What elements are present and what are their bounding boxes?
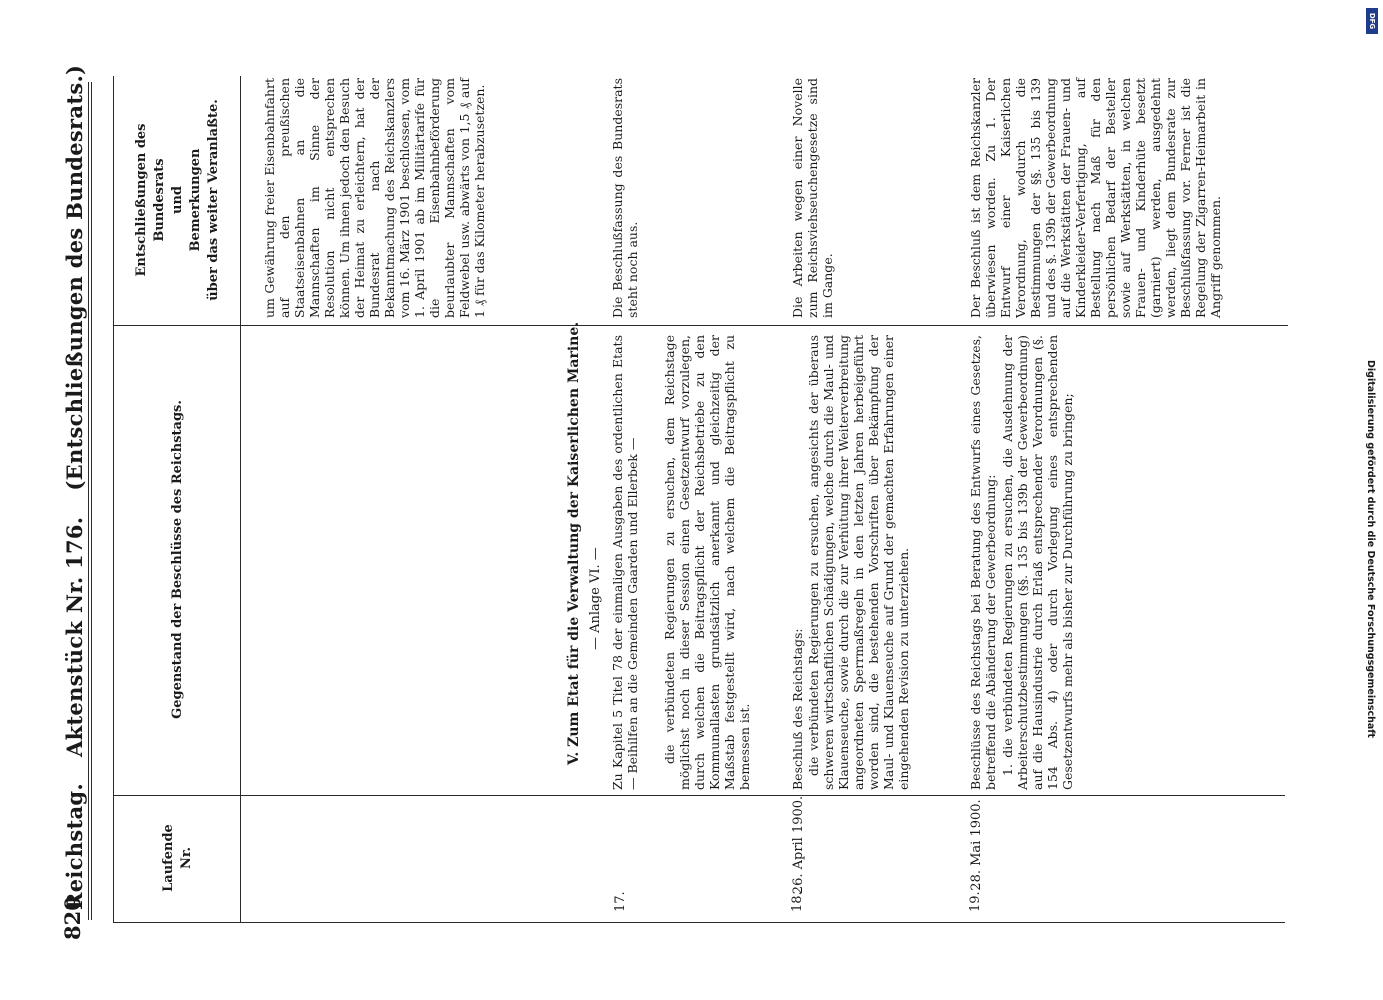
section-anlage: — Anlage VI. — — [588, 547, 603, 650]
header-gegenstand — [118, 327, 238, 792]
column-divider — [240, 795, 1285, 796]
header-laufende-nr-text: Laufende Nr. — [161, 824, 194, 892]
header-gegenstand-text: Gegenstand der Beschlüsse des Reichstags. — [170, 400, 185, 719]
page-header — [58, 50, 90, 910]
continued-remark: um Gewährung freier Eisenbahnfahrt auf den preußischen Staatseisenbahnen an die Mannschaften im Sinne der Resolution nicht entsprechen können. Um ihnen jedoch den Besuch der Heimat zu erleichtern, hat der Bundesrat nach der Bekanntmachung des Reichskanzlers vom 16. März 1901 beschlossen, vom 1. April 1901 ab im Militärtarife für die Eisenbahnbeförderung beurlaubter Mannschaften vom Feldwebel usw. abwärts von 1,5 ₰ auf 1 ₰ für das Kilometer herabzusetzen. — [262, 78, 487, 318]
header-left: Reichstag. — [61, 783, 87, 910]
entry-19-body: 1. die verbündeten Regierungen zu ersuchen, die Ausdehnung der Arbeiterschutzbestimmungen (§§. 135 bis 139b der Gewerbeordnung) auf die Hausindustrie durch Erlaß entsprechender Verordnungen (§. 154 Abs. 4) oder durch Vorlegung eines entsprechenden Gesetzentwurfs mehr als bisher zur Durchführung zu bringen; — [1000, 335, 1075, 790]
digitization-credit: Digitalisierung gefördert durch die Deutsche Forschungsgemeinschaft — [1365, 360, 1376, 738]
page-number: 820 — [60, 896, 85, 940]
entry-19-intro: Beschlüsse des Reichstags bei Beratung des Entwurfs eines Gesetzes, betreffend die Abänderung der Gewerbeordnung: — [968, 335, 998, 790]
entry-19-date: 28. Mai 1900. — [969, 799, 984, 891]
entry-18-intro: Beschluß des Reichstags: — [790, 628, 805, 790]
entry-17-remark: Die Beschlußfassung des Bundesrats steht noch aus. — [610, 78, 640, 318]
header-subtitle: (Entschließungen des Bundesrats.) — [61, 64, 87, 491]
header-entschliessungen-line1: Entschließungen des Bundesrats — [134, 123, 167, 277]
entry-18-date: 26. April 1900. — [791, 795, 806, 895]
entry-18-remark: Die Arbeiten wegen einer Novelle zum Reichsviehseuchengesetze sind im Gange. — [790, 78, 835, 318]
column-divider — [240, 922, 1285, 923]
header-rule — [88, 82, 89, 920]
column-divider — [113, 922, 243, 923]
entry-17-intro: Zu Kapitel 5 Titel 78 der einmaligen Ausgaben des ordentlichen Etats — Beihilfen an die Gemeinden Gaarden und Ellerbek — — [610, 335, 640, 790]
header-title: Aktenstück Nr. 176. — [61, 516, 87, 758]
spacer — [120, 791, 121, 792]
entry-18-body: die verbündeten Regierungen zu ersuchen, angesichts der überaus schweren wirtschaftlichen Schädigungen, welche durch die Maul- und Klauenseuche, sowie durch die zur Verhütung ihrer Weiterverbreitung angeordneten Sperrmaßregeln in den letzten Jahren herbeigeführt worden sind, die bestehenden Vorschriften über Bekämpfung der Maul- und Klauenseuche auf Grund der gemachten Erfahrungen einer eingehenden Revision zu unterziehen. — [806, 335, 911, 790]
column-divider — [113, 795, 243, 796]
entry-19-nr: 19. — [968, 891, 983, 912]
header-entschliessungen-line3: Bemerkungen — [188, 148, 203, 252]
entry-18-nr: 18. — [790, 891, 805, 912]
header-entschliessungen-line2: und — [170, 186, 185, 214]
section-title: V. Zum Etat für die Verwaltung der Kaiserlichen Marine. — [566, 321, 582, 765]
dfg-logo: DFG — [1366, 8, 1378, 34]
header-entschliessungen — [118, 80, 238, 320]
header-entschliessungen-line4: über das weiter Veranlaßte. — [206, 99, 221, 301]
entry-17-body: die verbündeten Regierungen zu ersuchen, dem Reichstage möglichst noch in dieser Session einen Gesetzentwurf vorzulegen, durch welchen die Beitragspflicht der Reichsbetriebe zu den Kommunallasten grundsätzlich anerkannt und gleichzeitig der Maßstab festgestellt wird, nach welchem die Beitragspflicht zu bemessen ist. — [662, 335, 752, 790]
column-divider — [113, 325, 1288, 326]
header-laufende-nr — [118, 798, 238, 918]
entry-19-remark: Der Beschluß ist dem Reichskanzler überwiesen worden. Zu 1. Der Entwurf einer Kaiserlichen Verordnung, wodurch die Bestimmungen der §§. 135 bis 139 und des §. 139b der Gewerbeordnung auf die Werkstätten der Frauen- und Kinderkleider-Verfertigung, auf Bestellung nach Maß für den persönlichen Bedarf der Besteller sowie auf Werkstätten, in welchen Frauen- und Kinderhüte besetzt (garniert) werden, ausgedehnt werden, liegt dem Bundesrate zur Beschlußfassung vor. Ferner ist die Regelung der Zigarren-Heimarbeit in Angriff genommen. — [968, 78, 1223, 318]
entry-17-nr: 17. — [613, 891, 628, 912]
header-rule — [91, 82, 92, 920]
